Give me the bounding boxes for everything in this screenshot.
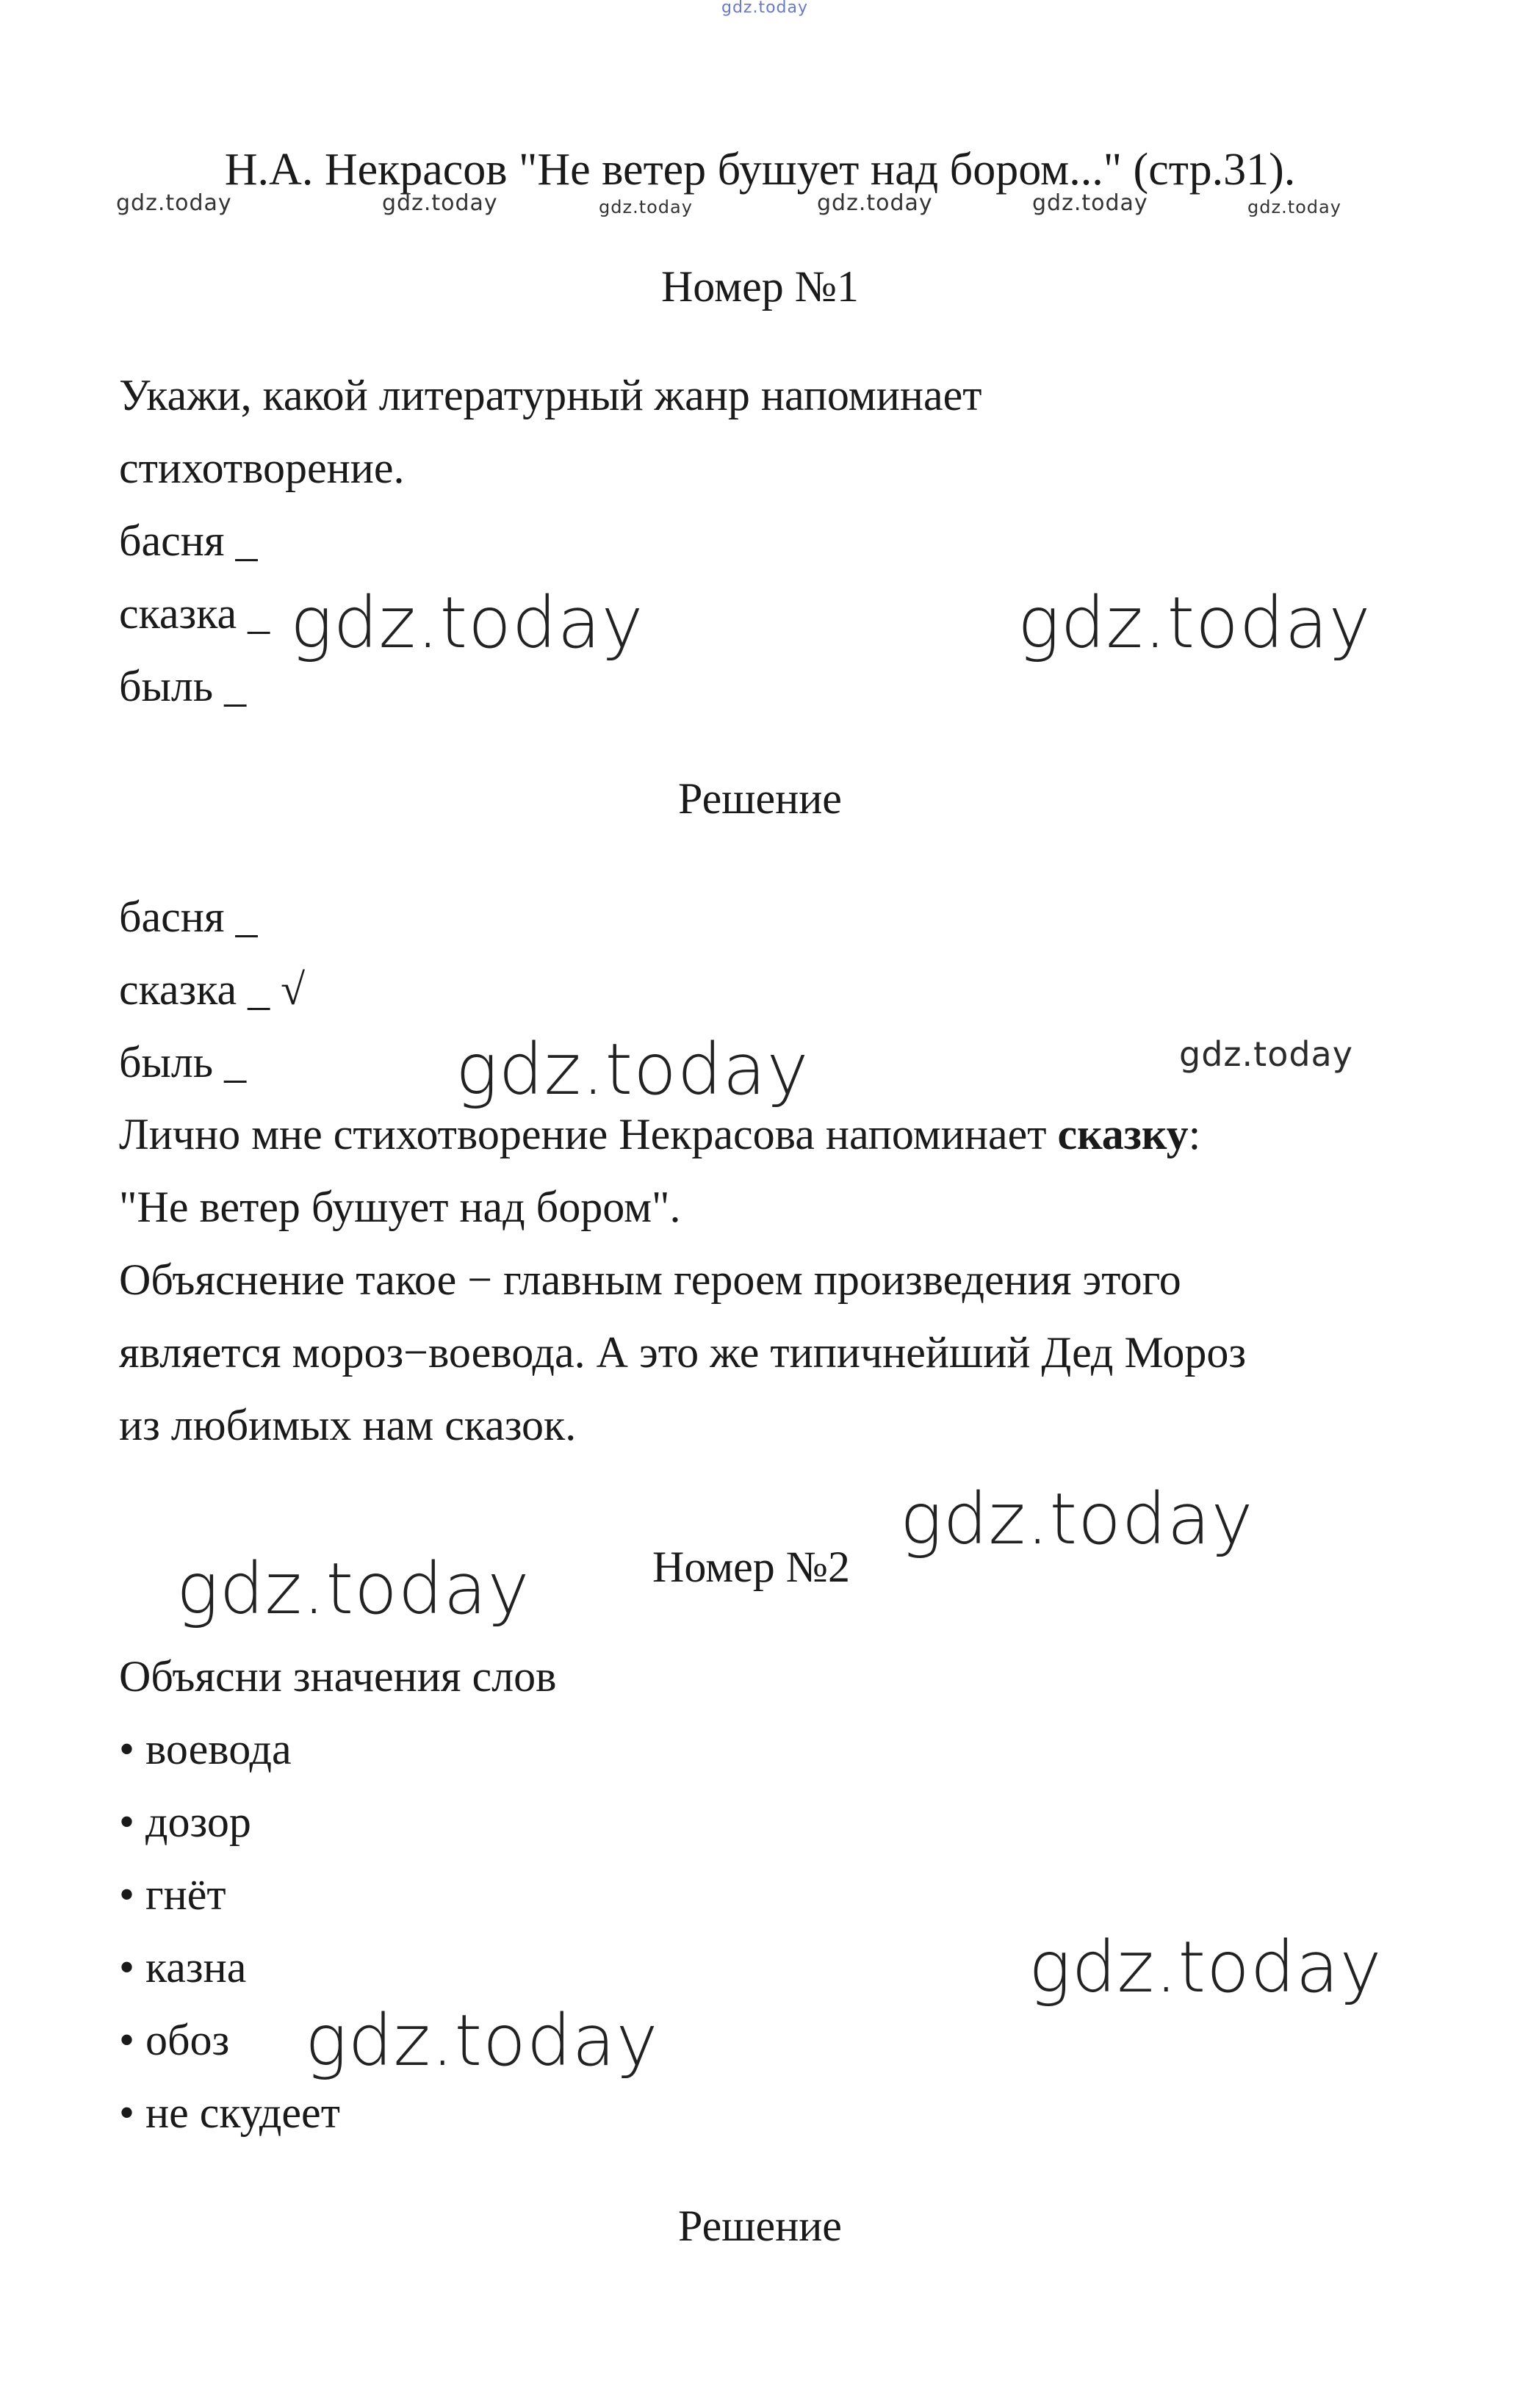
watermark-large-7: gdz.today [305, 2000, 659, 2082]
task1-heading: Номер №1 [660, 262, 860, 311]
task1-explanation-line5: из любимых нам сказок. [119, 1401, 577, 1449]
watermark-large-3: gdz.today [455, 1028, 810, 1111]
task1-answer-2: сказка _ √ [119, 965, 306, 1014]
task1-answer-1: басня _ [119, 893, 258, 941]
task2-word-2: • дозор [119, 1798, 251, 1846]
task2-solution-heading: Решение [678, 2202, 842, 2250]
explanation-text-after: : [1188, 1110, 1201, 1158]
watermark-top: gdz.today [721, 0, 809, 17]
watermark-medium-1: gdz.today [1179, 1034, 1353, 1074]
task2-question: Объясни значения слов [119, 1652, 557, 1701]
watermark-large-6: gdz.today [1029, 1926, 1383, 2008]
task1-explanation-line2: "Не ветер бушует над бором". [119, 1183, 681, 1231]
watermark-large-4: gdz.today [900, 1478, 1254, 1560]
watermark-small-6: gdz.today [1247, 197, 1341, 217]
watermark-small-3: gdz.today [599, 197, 693, 217]
task1-question-line1: Укажи, какой литературный жанр напоминает [119, 371, 982, 419]
task2-word-1: • воевода [119, 1725, 292, 1773]
task1-explanation-line4: является мороз−воевода. А это же типичнейший Дед Мороз [119, 1328, 1247, 1377]
task1-option-3: быль _ [119, 662, 247, 710]
explanation-bold-word: сказку [1057, 1110, 1189, 1158]
task1-option-2: сказка _ [119, 589, 270, 638]
watermark-small-2: gdz.today [382, 190, 498, 216]
task1-question-line2: стихотворение. [119, 444, 405, 492]
task2-word-5: • обоз [119, 2016, 230, 2064]
task1-option-1: басня _ [119, 516, 258, 565]
task1-explanation-line3: Объяснение такое − главным героем произведения этого [119, 1255, 1181, 1304]
watermark-large-5: gdz.today [176, 1548, 530, 1630]
watermark-large-2: gdz.today [1017, 582, 1372, 664]
watermark-small-4: gdz.today [817, 190, 933, 216]
task1-answer-3: быль _ [119, 1038, 247, 1086]
watermark-small-5: gdz.today [1032, 190, 1148, 216]
watermark-small-1: gdz.today [116, 190, 232, 216]
explanation-text-before: Лично мне стихотворение Некрасова напоминает [119, 1110, 1058, 1158]
task1-explanation-line1 [119, 1112, 1200, 1156]
task2-word-4: • казна [119, 1943, 247, 1991]
document-title: Н.А. Некрасов "Не ветер бушует над бором..." (стр.31). [224, 145, 1296, 195]
task2-heading: Номер №2 [652, 1543, 851, 1591]
task2-word-6: • не скудеет [119, 2088, 340, 2137]
task1-solution-heading: Решение [678, 774, 842, 823]
watermark-large-1: gdz.today [290, 582, 644, 664]
task2-word-3: • гнёт [119, 1870, 226, 1919]
